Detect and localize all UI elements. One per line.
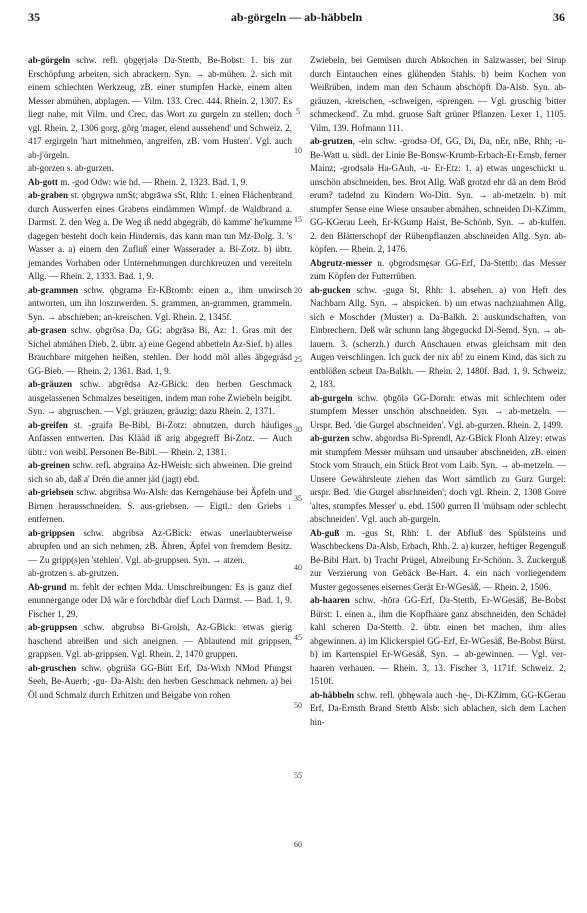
line-number: 55: [294, 771, 302, 780]
dictionary-entry: [310, 135, 566, 257]
right-column: [310, 54, 566, 729]
entry-headword: ab-grammen: [28, 284, 79, 295]
dictionary-entry: [28, 662, 292, 703]
entry-headword: ab-gurgeln: [310, 392, 353, 403]
entry-headword: ab-gruschen: [28, 662, 77, 673]
entry-definition: schw. -gugǝ St, Rhh: 1. absehen. a) von Heft des Nachbarn Allg. Syn. → abspicken. b) um etwas nachzuahmen Allg. sich e Moschder (Muster) a. Da-Balkh. 2. auskundschaften, von Einbrechern. Deß wãr schunn lang ãbgeguckd Di-Semd. Syn. → ab-lauern. 3. (scherzh.) durch Anschauen etwas gleichsam mit den Augen verschlingen. Ich guck der nix ab! zu einem Kind, das sich zu entblößen scheut Da-Balkh. — Rhein. 2, 1480f. Bad. 1, 9. Schweiz. 2, 183.: [310, 284, 566, 389]
entry-definition: schw. ǫbgrüšǝ GG-Bütt Erf, Da-Wixh NMod Pfungst Seeh, Be-Auerb; -gu- Da-Alsb: den herben Geschmack nehmen. a) bei Öl und Schmalz durch Erhitzen und Beigabe von rohen: [28, 662, 292, 700]
entry-definition: ab-gorzen s. ab-gurzen.: [28, 163, 114, 173]
dictionary-entry: [28, 284, 292, 325]
dictionary-entry: [310, 527, 566, 595]
page-number-right: 36: [553, 10, 565, 24]
line-number: 20: [294, 286, 302, 295]
dictionary-entry: [310, 392, 566, 433]
entry-definition: schw. abgordsǝ Bi-Sprendl, Az-GBick Flonh Alzey: etwas mit stumpfem Messer mühsam und unsauber abschneiden, zB. einen Stock vom Strauch, ein Stück Brot vom Laib. Syn. → ab-metzeln. — Unsere Gewährsleute ziehen das Wort sämtlich zu Gurz Gurgel: urspr. Bed. 'die Gurgel abschneiden'; doch vgl. Rhein. 2, 1308 Gorre 'altes, stumpfes Messer' u. ebd. 1500 gurren II 'mühsam oder schlecht abschneiden'. Vgl. auch ab-gurgeln.: [310, 433, 566, 524]
running-title: ab-görgeln — ab-häbbeln: [230, 10, 363, 24]
entry-headword: ab-greifen: [28, 419, 68, 430]
entry-definition: schw. ǫbgōlǝ GG-Dornh: etwas mit schlechtem oder stumpfem Messer unschön abschneiden. Syn. → ab-metzeln. — Urspr. Bed. 'die Gurgel abschneiden'. Vgl. ab-gurzen. Rhein. 2, 1499.: [310, 392, 566, 430]
line-number: 5: [296, 107, 300, 116]
dictionary-entry: [310, 257, 566, 284]
entry-definition: , -eln schw. -grodsǝ Of, GG, Di, Da, nEr, nBe, Rhh; -u- Be-Watt u. südl. der Linie Be-Bonsw-Krumb-Erbach-Er-Ernsb, ferner Mainz; -grodsǝlǝ Ha-GAuh, -u- Er-Etz: 1. a) etwas ungeschickt u. unschön abschneiden, bes. Brot Allg. Waß grotzd ehr dã an dem Bröd erum? tadelnd zu Kindern Wo-Ditt. Syn. → ab-metzeln. b) mit stumpfer Sense eine Wiese unsauber abmähen, schneiden Di-KZimm, GG-KGerau Leeh, Er-KGump Haist, Be-Schönb. Syn. → ab-kulfen. 2. den Blätterschopf der Rübenpflanzen abschneiden Allg. Syn. ab-köpfen. — Rhein. 2, 1476.: [310, 136, 566, 254]
dictionary-entry: [310, 284, 566, 392]
dictionary-entry: [310, 54, 566, 135]
dictionary-entry: [310, 594, 566, 689]
entry-definition: m. fehlt der echten Mda. Umschreibungen: Es is ganz dief enunnergange oder Då wãr e forchdbãr dief Loch Darmst. — Bad. 1, 9. Fischer 1, 29.: [28, 581, 292, 619]
entry-headword: ab-grippsen: [28, 527, 75, 538]
dictionary-entry: [28, 162, 292, 176]
entry-headword: ab-griebsen: [28, 487, 74, 497]
dictionary-entry: [28, 581, 292, 622]
entry-headword: ab-greinen: [28, 460, 70, 470]
entry-definition: schw. abgribsǝ Wo-Alsh: das Kerngehäuse bei Äpfeln und Birnen herausschneiden. S. aus-griebsen. — Eigtl.: den Griebs ↓ entfernen.: [28, 487, 292, 524]
line-number: 10: [294, 146, 302, 155]
entry-definition: m. -god Odw: wie hd. — Rhein. 2, 1323. Bad. 1, 9.: [57, 176, 248, 187]
entry-definition: n. ǫbgrodsmęsǝr GG-Erf, Da-Stettb: das Messer zum Köpfen der Futterrüben.: [310, 257, 566, 281]
line-number: 15: [294, 215, 302, 224]
entry-headword: ab-gruppsen: [28, 622, 78, 632]
entry-headword: ab-grutzen: [310, 136, 353, 146]
entry-definition: schw. -hōrǝ GG-Erf, Da-Stettb, Er-WGesäß, Be-Bobst Bürst: 1. einen a., ihm die Kopfhaare ganz abschneiden, den Schädel kahl scheren Da-Stettb. 2. übtr. einen bet machen, ihm alles abgewinnen. a) im Klickerspiel GG-Erf, Er-WGesäß, Be-Bobst Bürst. b) im Kartenspiel Er-WGesäß. Syn. → ab-gewinnen. — Vgl. ver-haaren verhauen. — Rhein. 3, 13. Fischer 3, 1171f. Schweiz. 2, 1510f.: [310, 595, 566, 686]
line-number: 60: [294, 840, 302, 849]
line-number: 50: [294, 701, 302, 710]
dictionary-entry: [28, 567, 292, 581]
entry-headword: ab-haaren: [310, 595, 350, 605]
page-number-left: 35: [28, 10, 40, 24]
dictionary-entry: [28, 621, 292, 662]
entry-headword: ab-gucken: [310, 284, 351, 295]
entry-definition: schw. ǫbgrōsǝ Da, GG; abgrāsǝ Bi, Az: 1. Gras mit der Sichel abmähen Dieb. 2. übtr. a) eine Gegend abbetteln Az-Sief. b) alles Brauchbare mitgehen heißen, stehlen. Der hodd mõl alles ãbgegräsd GG-Bieb. — Rhein. 2, 1361. Bad. 1, 9.: [28, 325, 292, 376]
entry-definition: schw. refl. ǫbhęwǝlǝ auch -hę-, Di-KZimm, GG-KGerau Erf, Da-Ernsth Brand Stettb Alsb: sich ablachen, sich dem Lachen hin-: [310, 689, 566, 727]
entry-definition: schw. abgrubsǝ Bi-Grolsh, Az-GBick: etwas gierig haschend abreißen und sich aneignen. — Ablautend mit grippsen, grappsen. Vgl. ab-grippsen. Vgl. Rhein. 2, 1470 gruppen.: [28, 622, 292, 659]
entry-definition: schw. abgribsǝ Az-GBick: etwas unerlaubterweise abrupfen und an sich nehmen, zB. Ähren, Äpfel von fremdem Besitz. — Zu gripp(s)en 'stehlen'. Vgl. ab-gruppsen. Syn. → atzen.: [28, 527, 292, 565]
entry-headword: Ab-gott: [28, 176, 58, 187]
dictionary-entry: [310, 432, 566, 527]
line-number: 35: [294, 494, 302, 503]
line-number: 25: [294, 355, 302, 364]
dictionary-entry: [28, 419, 292, 460]
entry-definition: st. ǫbgrǫwə nmSt; abgrāwə sSt, Rhh: 1. einen Flächenbrand durch Auswerfen eines Grabens eindämmen Wimpf. de Waldbrand a. Darmst. 2. den Weg a. De Weg iß nedd abgegräb, dö kamme' he'kumme dagegen besteht doch kein Hindernis, das kann man tun Mz-Dolg. 3. 's Wasser a. a) einem den Zufluß einer Wasserader a. Bi-Zotz. b) übtr. jemandes Vorhaben oder Unternehmungen durchkreuzen und vereiteln Allg. — Rhein. 2, 1333. Bad. 1, 9.: [28, 190, 292, 281]
dictionary-entry: [28, 176, 292, 190]
entry-definition: schw. ǫbgramǝ Er-KBromb: einen a., ihm unwirsch antworten, um ihn loszuwerden. S. grammen, an-grammen, grammeln. Syn. → abschieben; an-kreischen. Vgl. Rhein. 2, 1345f.: [28, 284, 292, 322]
dictionary-entry: [28, 324, 292, 378]
entry-headword: ab-görgeln: [28, 55, 71, 65]
entry-definition: Zwiebeln, bei Gemüsen durch Abkochen in Salzwasser, bei Sirup durch Eintauchen eines glühenden Stahls. b) beim Kochen von Weißrüben, indem man den Schaum abschöpft Da-Alsb. Syn. ab-gräuzen, -kreischen, -schweigen, -sprengen. — Vgl. gruschig 'bitter schmeckend'. Zu mhd. gruose Saft grüner Pflanzen. Lexer 1, 1105. Vilm. 139. Hofmann 111.: [310, 55, 566, 133]
entry-headword: ab-gräuzen: [28, 379, 73, 389]
line-number: 45: [294, 633, 302, 642]
entry-headword: ab-gurzen: [310, 433, 350, 443]
dictionary-entry: [28, 486, 292, 527]
entry-definition: m. -gus St, Rhh: 1. der Abfluß des Spülsteins und Waschbeckens Da-Alsb, Erbach, Rhh. 2. a) kurzer, heftiger Regenguß Be-Bibl Hart. b) Tracht Prügel, Abreibung Er-Schönn. 3. Zuckerguß zur Verzierung von Gebäck Be-Hart. 4. ein nach vorliegendem Muster gegossenes eisernes Gerät Er-WGesäß. — Rhein. 2, 1506.: [310, 527, 566, 592]
entry-headword: Ab-guß: [310, 527, 340, 538]
entry-headword: ab-grasen: [28, 325, 67, 335]
line-number: 30: [294, 425, 302, 434]
entry-headword: Abgrutz-messer: [310, 257, 373, 268]
page-header: [28, 10, 565, 26]
entry-definition: ab-grotzen s. ab-grutzen.: [28, 568, 119, 578]
entry-headword: ab-graben: [28, 190, 69, 200]
entry-headword: Ab-grund: [28, 581, 67, 592]
entry-definition: schw. refl. ǫbgęrjəlǝ Da-Stettb, Be-Bobst: 1. bis zur Erschöpfung arbeiten, sich abrackern. Syn. → ab-mühen. 2. sich mit einem schlechten Werkzeug, zB. einer stumpfen Hacke, einem alten Messer abmühen, abplagen. — Vilm. 133. Crec. 444. Rhein. 2, 1307. Es liegt nahe, mit Vilm. und Crec. das Wort zu gurgeln zu stellen; doch vgl. Rhein. 2, 1306 gorg, gôrg 'mager, elend aussehend' und Schweiz. 2, 417 ergirgeln 'hart mitnehmen, angreifen, zB. vom Husten'. Vgl. auch ab-j'örgeln.: [28, 55, 292, 160]
line-number: 40: [294, 563, 302, 572]
dictionary-entry: [28, 459, 292, 486]
left-column: [28, 54, 292, 702]
entry-definition: schw. refl. abgrainǝ Az-HWeish: sich abweinen. Die greind sich so ab, daß a' Drën die anner jäd (jagt) ebd.: [28, 460, 292, 484]
dictionary-entry: [28, 527, 292, 568]
dictionary-entry: [28, 54, 292, 162]
entry-definition: schw. abgrēdsǝ Az-GBick: den herben Geschmack ausgelassenen Schmalzes beseitigen, indem man rohe Zwiebeln beigibt. Syn. → abgruschen. — Vgl. gräuzen, gräuzig; dazu Rhein. 2, 1371.: [28, 379, 292, 416]
entry-headword: ab-häbbeln: [310, 689, 355, 700]
dictionary-entry: [310, 689, 566, 730]
dictionary-entry: [28, 378, 292, 419]
dictionary-entry: [28, 189, 292, 284]
entry-definition: st. -graifǝ Be-Bibl, Bi-Zotz: abnutzen, durch häufiges Anfassen entwerten. Das Klääd iß arig abgegreff Bi-Zotz. — Auch übtr.: von weibl. Personen Be-Bibl. — Rhein. 2, 1381.: [28, 419, 292, 457]
